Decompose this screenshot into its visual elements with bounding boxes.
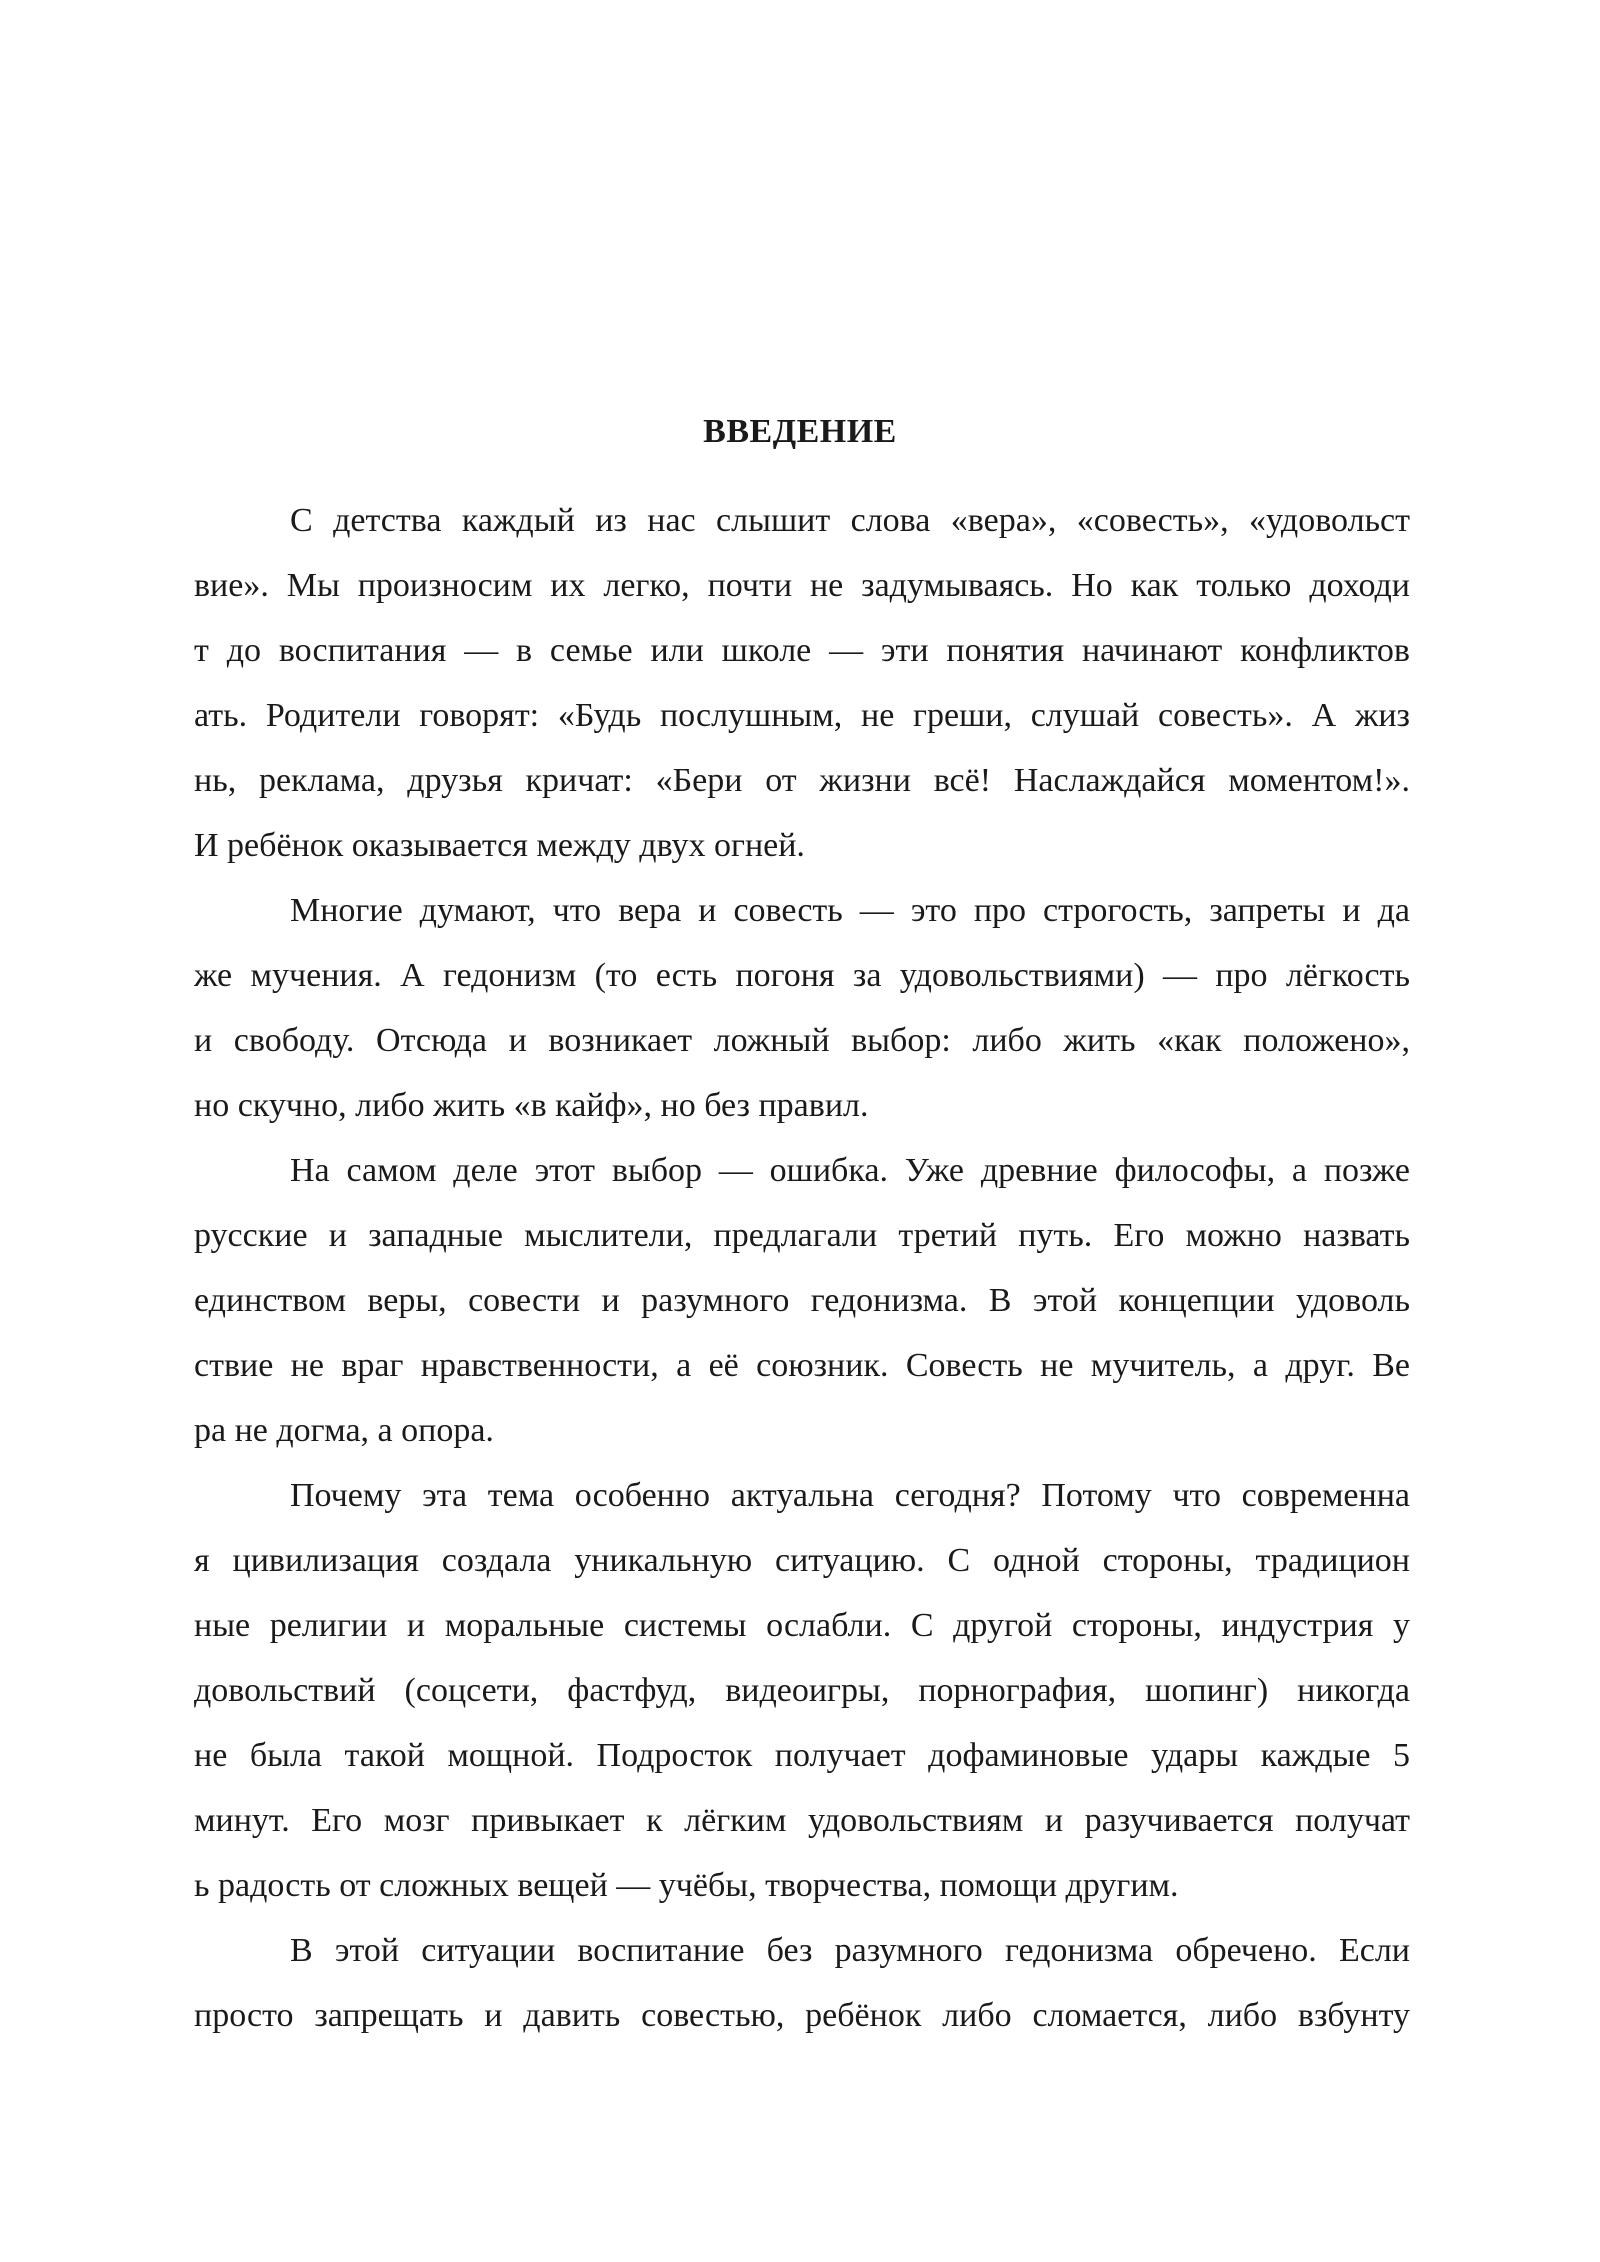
text-line: На самом деле этот выбор — ошибка. Уже древние философы, а позже (290, 1152, 1410, 1189)
text-line: и свободу. Отсюда и возникает ложный выбор: либо жить «как положено», (194, 1022, 1410, 1059)
body-text (194, 488, 1410, 2048)
text-line: ь радость от сложных вещей — учёбы, творчества, помощи другим. (194, 1867, 1179, 1904)
text-line: просто запрещать и давить совестью, ребёнок либо сломается, либо взбунту (194, 1997, 1410, 2034)
text-line: нь, реклама, друзья кричат: «Бери от жизни всё! Наслаждайся моментом!». (194, 762, 1410, 799)
text-line: С детства каждый из нас слышит слова «вера», «совесть», «удовольст (290, 502, 1410, 539)
text-line: русские и западные мыслители, предлагали третий путь. Его можно назвать (194, 1217, 1410, 1254)
page-title: ВВЕДЕНИЕ (703, 413, 897, 450)
text-line: ать. Родители говорят: «Будь послушным, не греши, слушай совесть». А жиз (194, 697, 1410, 734)
text-line: ные религии и моральные системы ослабли. С другой стороны, индустрия у (194, 1607, 1410, 1644)
text-line: вие». Мы произносим их легко, почти не задумываясь. Но как только доходи (194, 567, 1410, 604)
text-line: И ребёнок оказывается между двух огней. (194, 827, 805, 864)
text-line: я цивилизация создала уникальную ситуацию. С одной стороны, традицион (194, 1542, 1410, 1579)
text-line: не была такой мощной. Подросток получает дофаминовые удары каждые 5 (194, 1737, 1410, 1774)
text-line: Многие думают, что вера и совесть — это про строгость, запреты и да (290, 892, 1410, 929)
text-line: ра не догма, а опора. (194, 1412, 494, 1449)
text-line: единством веры, совести и разумного гедонизма. В этой концепции удоволь (194, 1282, 1410, 1319)
text-line: же мучения. А гедонизм (то есть погоня за удовольствиями) — про лёгкость (194, 957, 1410, 994)
text-line: ствие не враг нравственности, а её союзник. Совесть не мучитель, а друг. Ве (194, 1347, 1410, 1384)
text-line: довольствий (соцсети, фастфуд, видеоигры, порнография, шопинг) никогда (194, 1672, 1410, 1709)
text-line: В этой ситуации воспитание без разумного гедонизма обречено. Если (290, 1932, 1410, 1969)
text-line: но скучно, либо жить «в кайф», но без правил. (194, 1087, 869, 1124)
text-line: Почему эта тема особенно актуальна сегодня? Потому что современна (290, 1477, 1410, 1514)
text-line: т до воспитания — в семье или школе — эти понятия начинают конфликтов (194, 632, 1410, 669)
text-line: минут. Его мозг привыкает к лёгким удовольствиям и разучивается получат (194, 1802, 1410, 1839)
